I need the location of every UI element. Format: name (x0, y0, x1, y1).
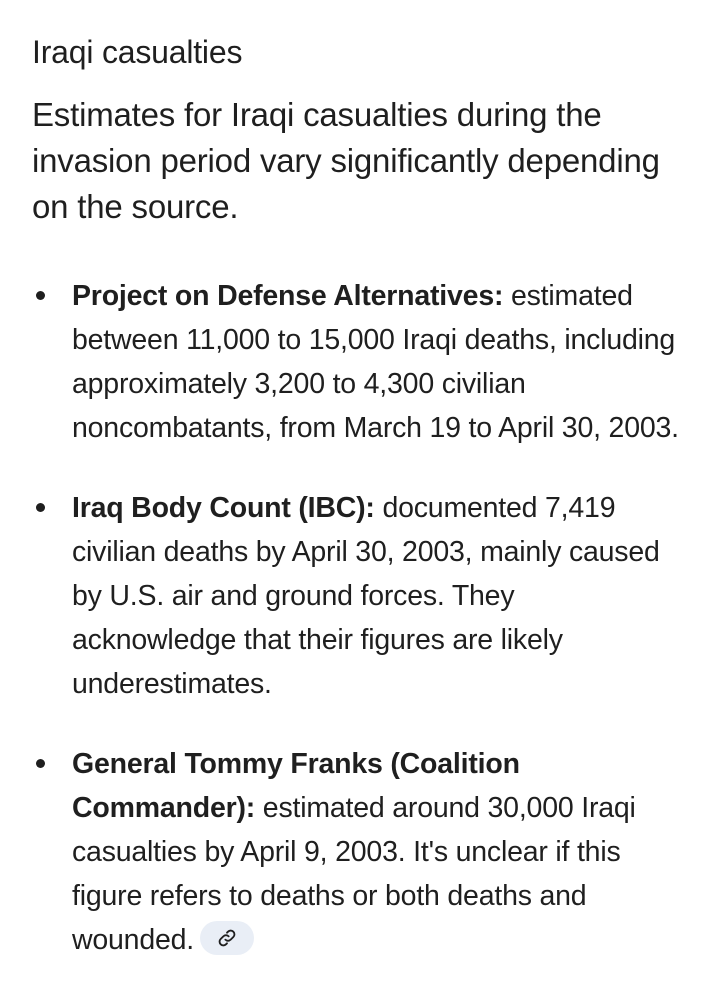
list-item-term: General Tommy Franks (Coalition Commander): (72, 748, 520, 824)
bullet-dot (36, 503, 45, 512)
source-link-button[interactable] (200, 921, 254, 955)
bullet-dot (36, 759, 45, 768)
list-item (32, 486, 684, 706)
list-item-term: Project on Defense Alternatives: (72, 280, 504, 312)
bullet-dot (36, 291, 45, 300)
section-intro: Estimates for Iraqi casualties during the invasion period vary significantly depending on the source. (32, 96, 660, 225)
casualty-estimates-list (32, 274, 684, 962)
list-item (32, 274, 684, 450)
link-icon (217, 928, 237, 948)
list-item-term: Iraq Body Count (IBC): (72, 492, 375, 524)
section-title: Iraqi casualties (32, 34, 243, 70)
list-item-text: documented 7,419 civilian deaths by April 30, 2003, mainly caused by U.S. air and ground forces. They acknowledge that their figures are likely underestimates. (72, 492, 660, 700)
list-item (32, 742, 684, 962)
list-item-text: estimated around 30,000 Iraqi casualties by April 9, 2003. It's unclear if this figure refers to deaths or both deaths and wounded. (72, 792, 636, 956)
list-item-text: estimated between 11,000 to 15,000 Iraqi deaths, including approximately 3,200 to 4,300 civilian noncombatants, from March 19 to April 30, 2003. (72, 280, 679, 444)
